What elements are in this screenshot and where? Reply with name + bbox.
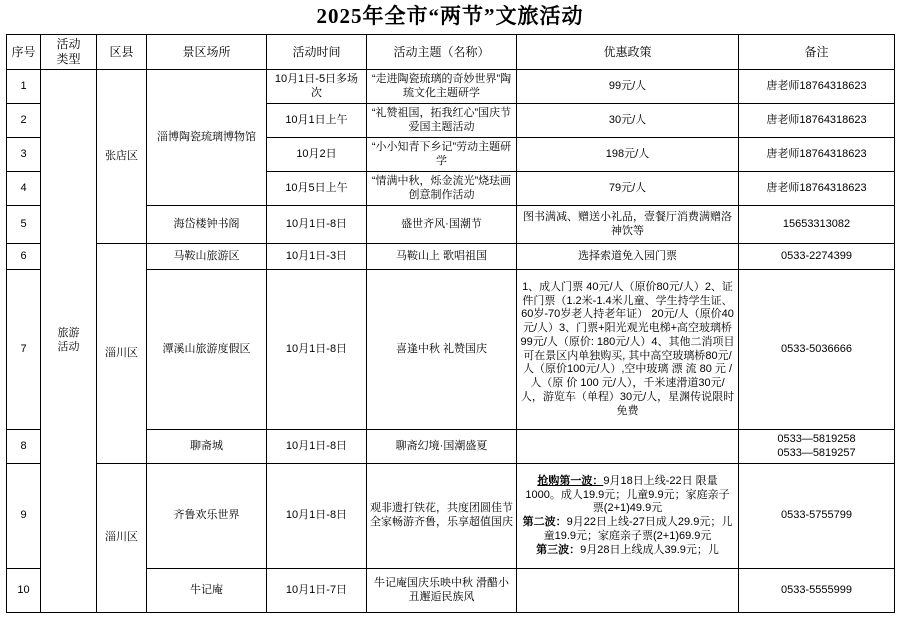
cell-index: 8: [7, 430, 41, 464]
column-header-time: 活动时间: [267, 35, 367, 70]
cell-index: 6: [7, 244, 41, 270]
cell-policy: 99元/人: [517, 70, 739, 104]
cell-place: 齐鲁欢乐世界: [147, 464, 267, 569]
cell-note: 0533-5555999: [739, 569, 895, 613]
cell-note: 0533-5036666: [739, 270, 895, 430]
cell-index: 9: [7, 464, 41, 569]
cell-theme: “走进陶瓷琉璃的奇妙世界”陶琉文化主题研学: [367, 70, 517, 104]
cell-time: 10月1日-5日多场次: [267, 70, 367, 104]
cell-theme: 喜逢中秋 礼赞国庆: [367, 270, 517, 430]
cell-time: 10月1日-8日: [267, 270, 367, 430]
column-header-index: 序号: [7, 35, 41, 70]
cell-time: 10月5日上午: [267, 172, 367, 206]
cell-note-line1: 0533—5819258: [777, 432, 856, 445]
table-row: [7, 244, 895, 270]
cell-theme: “礼赞祖国，拓我红心”国庆节爱国主题活动: [367, 104, 517, 138]
cell-time: 10月1日-8日: [267, 464, 367, 569]
cell-place: 潭溪山旅游度假区: [147, 270, 267, 430]
cell-note: 0533-5755799: [739, 464, 895, 569]
cell-theme: “小小知青下乡记”劳动主题研学: [367, 138, 517, 172]
policy-wave-1-text: 9月18日上线-22日 限量1000。成人19.9元；儿童9.9元；家庭亲子票(2+1)49.9元: [525, 474, 730, 515]
cell-time: 10月1日-7日: [267, 569, 367, 613]
cell-district: 张店区: [97, 70, 147, 244]
cell-theme: “情满中秋，烁金流光”烧珐画创意制作活动: [367, 172, 517, 206]
cell-index: 10: [7, 569, 41, 613]
page-title: 2025年全市“两节”文旅活动: [316, 4, 584, 28]
cell-place: 牛记庵: [147, 569, 267, 613]
policy-wave-1-label: 抢购第一波：: [537, 474, 604, 487]
cell-policy: 图书满减、赠送小礼品，壹餐厅消费满赠洛神饮等: [517, 206, 739, 244]
table-row: [7, 70, 895, 104]
column-header-place: 景区场所: [147, 35, 267, 70]
cell-time: 10月1日-3日: [267, 244, 367, 270]
cell-note: 15653313082: [739, 206, 895, 244]
cell-theme: 聊斋幻境·国潮盛夏: [367, 430, 517, 464]
column-header-type-line2: 类型: [56, 52, 81, 67]
column-header-policy: 优惠政策: [517, 35, 739, 70]
cell-index: 5: [7, 206, 41, 244]
cell-policy: 198元/人: [517, 138, 739, 172]
cell-note-line2: 0533—5819257: [777, 446, 856, 459]
cell-policy: 30元/人: [517, 104, 739, 138]
cell-policy: 选择索道免入园门票: [517, 244, 739, 270]
policy-wave-3-text: 9月28日上线成人39.9元；儿: [580, 543, 719, 556]
column-header-type-line1: 活动: [56, 37, 81, 52]
cell-activity-type: 旅游 活动: [41, 70, 97, 613]
cell-policy: 79元/人: [517, 172, 739, 206]
policy-wave-3-label: 第三波：: [536, 543, 581, 556]
cell-policy: [517, 569, 739, 613]
cell-district: 淄川区: [97, 244, 147, 464]
cell-time: 10月1日上午: [267, 104, 367, 138]
cell-time: 10月2日: [267, 138, 367, 172]
column-header-theme: 活动主题（名称）: [367, 35, 517, 70]
policy-wave-2-text: 9月22日上线-27日成人29.9元；儿童19.9元；家庭亲子票(2+1)69.9元: [543, 516, 733, 542]
cell-note: 唐老师18764318623: [739, 172, 895, 206]
cell-index: 1: [7, 70, 41, 104]
column-header-type: [41, 35, 97, 70]
activities-table: [6, 34, 895, 613]
cell-note: [739, 430, 895, 464]
cell-time: 10月1日-8日: [267, 430, 367, 464]
cell-theme: 观非遗打铁花，共度团圆佳节全家畅游齐鲁，乐享超值国庆: [367, 464, 517, 569]
cell-place: 马鞍山旅游区: [147, 244, 267, 270]
cell-time: 10月1日-8日: [267, 206, 367, 244]
column-header-note: 备注: [739, 35, 895, 70]
cell-index: 2: [7, 104, 41, 138]
cell-place: 聊斋城: [147, 430, 267, 464]
cell-note: 唐老师18764318623: [739, 138, 895, 172]
column-header-district: 区县: [97, 35, 147, 70]
cell-district: 淄川区: [97, 464, 147, 613]
table-header-row: [7, 35, 895, 70]
cell-policy: [517, 464, 739, 569]
cell-note: 唐老师18764318623: [739, 70, 895, 104]
table-row: [7, 464, 895, 569]
cell-policy: 1、成人门票 40元/人（原价80元/人）2、证件门票（1.2米-1.4米儿童、学生持学生证、60岁-70岁老人持老年证） 20元/人（原价40元/人）3、门票+阳光观光电梯+高空玻璃桥 99元/人（原价: 180元/人）4、其他二消项目可在景区内单独购买, 其中高空玻璃桥80元/人（原价100元/人）,空中玻璃 漂 流 80 元 / 人（原 价 100 元/人），千米速滑道30元/人，游览车（单程）30元/人，星渊传说限时免费: [517, 270, 739, 430]
cell-note: 唐老师18764318623: [739, 104, 895, 138]
cell-theme: 盛世齐风·国潮节: [367, 206, 517, 244]
cell-theme: 马鞍山上 歌唱祖国: [367, 244, 517, 270]
cell-index: 7: [7, 270, 41, 430]
cell-theme: 牛记庵国庆乐映中秋 滑醋小丑邂逅民族风: [367, 569, 517, 613]
cell-note: 0533-2274399: [739, 244, 895, 270]
policy-wave-2-label: 第二波：: [522, 516, 567, 529]
cell-place: 淄博陶瓷琉璃博物馆: [147, 70, 267, 206]
cell-index: 4: [7, 172, 41, 206]
cell-place: 海岱楼钟书阁: [147, 206, 267, 244]
cell-index: 3: [7, 138, 41, 172]
cell-policy: [517, 430, 739, 464]
